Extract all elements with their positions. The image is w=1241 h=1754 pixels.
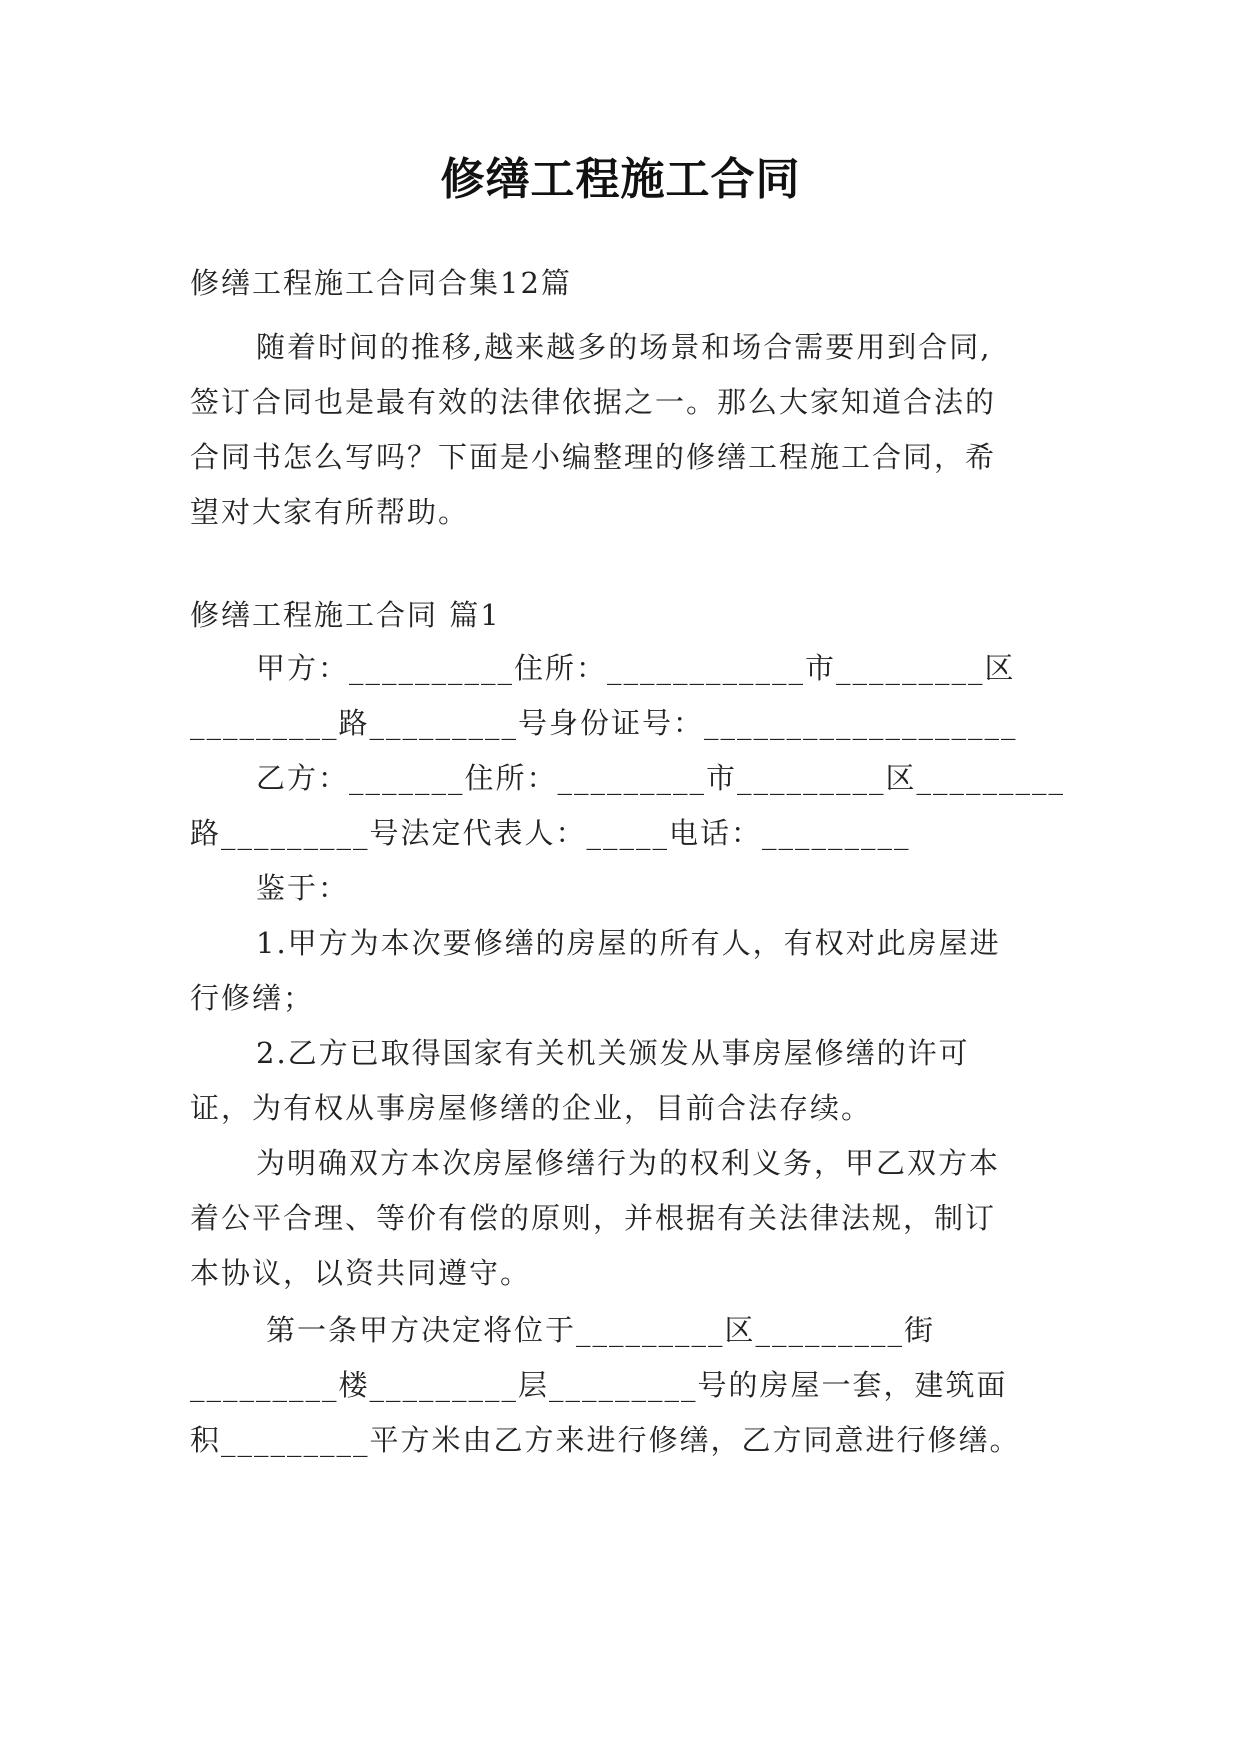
party-a-line: _________路_________号身份证号：___________________: [190, 706, 1018, 740]
article-line: _________楼_________层_________号的房屋一套，建筑面: [190, 1368, 1008, 1402]
party-b-line: 乙方：_______住所：_________市_________区_________: [256, 761, 1066, 795]
clause-line: 2.乙方已取得国家有关机关颁发从事房屋修缮的许可: [256, 1036, 970, 1070]
clause-line: 本协议，以资共同遵守。: [190, 1256, 532, 1290]
clause-line: 行修缮；: [190, 981, 315, 1015]
document-title: 修缮工程施工合同: [440, 154, 801, 205]
whereas-label: 鉴于：: [256, 871, 350, 905]
article-line: 第一条甲方决定将位于_________区_________街: [266, 1313, 936, 1347]
clause-line: 1.甲方为本次要修缮的房屋的所有人，有权对此房屋进: [256, 926, 1001, 960]
party-a-line: 甲方：__________住所：____________市_________区: [256, 651, 1016, 685]
section-heading: 修缮工程施工合同 篇1: [190, 598, 501, 632]
party-b-line: 路_________号法定代表人：_____电话：_________: [190, 816, 911, 850]
article-line: 积_________平方米由乙方来进行修缮，乙方同意进行修缮。: [190, 1423, 1021, 1457]
intro-line: 合同书怎么写吗？下面是小编整理的修缮工程施工合同，希: [190, 440, 997, 474]
clause-line: 为明确双方本次房屋修缮行为的权利义务，甲乙双方本: [256, 1146, 1001, 1180]
clause-line: 着公平合理、等价有偿的原则，并根据有关法律法规，制订: [190, 1201, 997, 1235]
clause-line: 证，为有权从事房屋修缮的企业，目前合法存续。: [190, 1091, 873, 1125]
intro-line: 随着时间的推移,越来越多的场景和场合需要用到合同,: [256, 330, 992, 364]
intro-line: 望对大家有所帮助。: [190, 495, 470, 529]
collection-heading: 修缮工程施工合同合集12篇: [190, 266, 572, 300]
intro-line: 签订合同也是最有效的法律依据之一。那么大家知道合法的: [190, 385, 997, 419]
